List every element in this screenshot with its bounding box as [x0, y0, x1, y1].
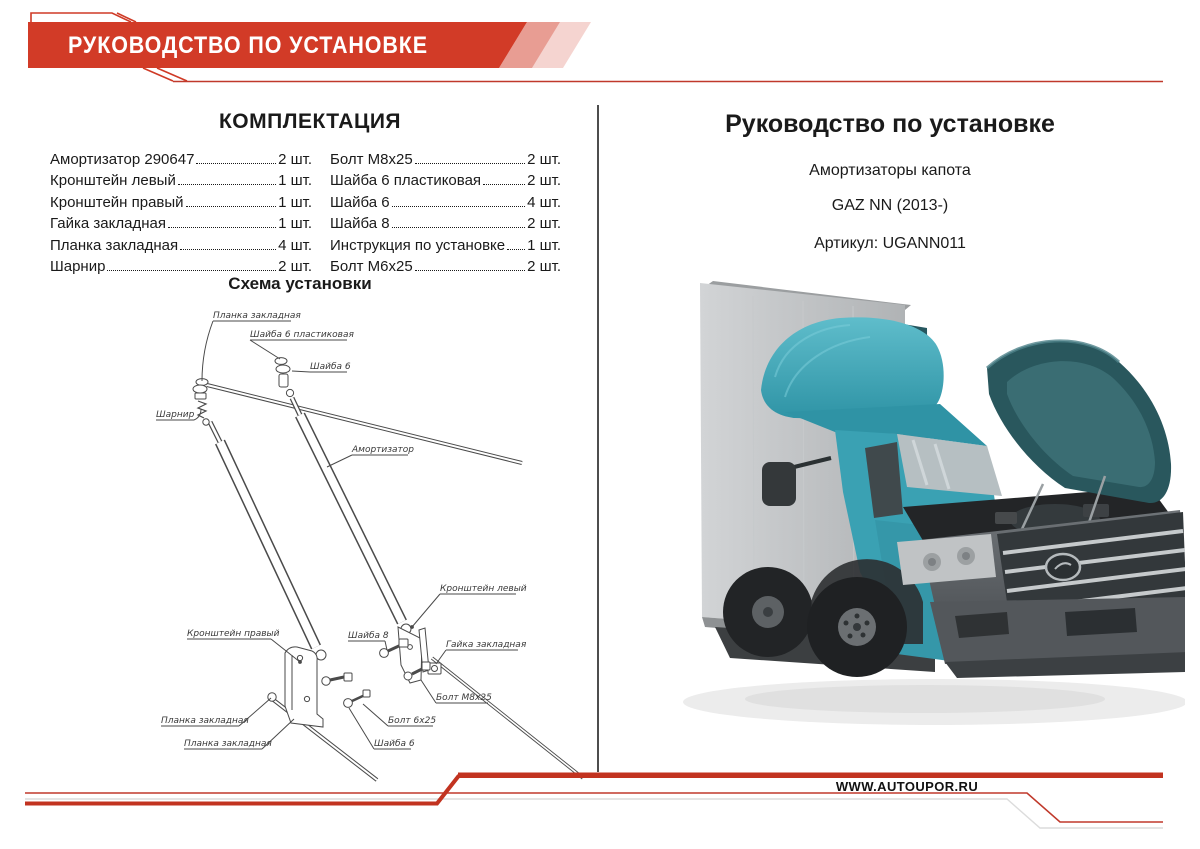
kit-item-name: Болт М8х25: [330, 151, 413, 168]
label-shayba8: Шайба 8: [348, 631, 389, 641]
gaz-badge: [1046, 554, 1080, 580]
front-wheel: [807, 577, 907, 677]
fog-recess: [955, 612, 1009, 638]
label-planka-zakladnaya-2: Планка закладная: [184, 739, 272, 749]
label-shayba6-bottom: Шайба 6: [374, 739, 415, 749]
kit-item-name: Шайба 8: [330, 215, 390, 233]
label-sharnir: Шарнир: [156, 410, 195, 420]
label-kronshtein-pravyi: Кронштейн правый: [187, 629, 280, 639]
front-bumper: [930, 597, 1185, 678]
kit-item-qty: 2 шт.: [527, 215, 561, 233]
kit-item-name: Шайба 6: [330, 193, 390, 211]
left-gas-strut: [210, 422, 326, 660]
product-title: Руководство по установке: [725, 110, 1055, 138]
label-shayba6-plastikovaya: Шайба 6 пластиковая: [250, 330, 354, 340]
kit-title: КОМПЛЕКТАЦИЯ: [218, 110, 402, 133]
label-bolt-6x25: Болт 6х25: [388, 716, 437, 726]
footer-decoration: [0, 760, 1200, 849]
dot-leader: [392, 206, 526, 207]
product-model: GAZ NN (2013-): [831, 197, 949, 214]
kit-item: [50, 194, 312, 215]
kit-list-right-column: [330, 151, 561, 279]
label-shayba6-top: Шайба 6: [310, 362, 351, 372]
kit-item: [330, 215, 561, 236]
label-amortizator: Амортизатор: [352, 445, 415, 455]
dot-leader: [168, 227, 276, 228]
header-banner: [0, 0, 1200, 95]
footer-thin-red-line: [25, 793, 1163, 822]
washer-hardware-stack: [275, 358, 294, 397]
kit-item: [50, 237, 312, 258]
kit-item-qty: 1 шт.: [278, 215, 312, 233]
kit-item-qty: 2 шт.: [527, 151, 561, 168]
kit-item-name: Амортизатор 290647: [50, 151, 195, 168]
bracket-left-part: [380, 627, 441, 683]
kit-list-left-column: [50, 151, 312, 279]
kit-item-name: Шарнир: [50, 257, 106, 275]
headlight: [897, 534, 996, 585]
hinge-hardware-stack: [193, 379, 209, 426]
kit-item-qty: 4 шт.: [278, 236, 312, 254]
kit-item: [50, 151, 312, 172]
dot-leader: [507, 249, 525, 250]
website-url: WWW.AUTOUPOR.RU: [835, 779, 979, 794]
dot-leader: [180, 249, 276, 250]
product-subtitle: Амортизаторы капота: [809, 162, 971, 179]
kit-item-qty: 1 шт.: [527, 236, 561, 254]
kit-item: [330, 151, 561, 172]
installation-scheme-drawing: [140, 295, 600, 785]
kit-item-name: Планка закладная: [50, 236, 179, 254]
dot-leader: [186, 206, 277, 207]
label-kronshtein-levyi: Кронштейн левый: [440, 584, 527, 594]
scheme-labels: [156, 311, 527, 749]
banner-top-outline: [31, 13, 131, 22]
kit-item-name: Кронштейн правый: [50, 193, 184, 211]
kit-item-qty: 2 шт.: [278, 151, 312, 168]
banner-title: РУКОВОДСТВО ПО УСТАНОВКЕ: [68, 32, 428, 59]
kit-item: [330, 172, 561, 193]
kit-item: [50, 172, 312, 193]
footer-red-bar: [458, 773, 1163, 779]
kit-item: [330, 237, 561, 258]
truck-photo: [635, 272, 1185, 777]
dot-leader: [107, 270, 276, 271]
banner-bottom-outline: [143, 68, 173, 81]
dot-leader: [392, 227, 526, 228]
label-gayka-zakladnaya: Гайка закладная: [446, 640, 527, 650]
ground-shadow: [683, 679, 1185, 725]
dot-leader: [415, 270, 525, 271]
kit-item-name: Болт М6х25: [330, 257, 413, 275]
kit-item-qty: 1 шт.: [278, 193, 312, 211]
kit-item-name: Шайба 6 пластиковая: [330, 172, 482, 190]
kit-item-name: Инструкция по установке: [330, 236, 506, 254]
kit-item-name: Кронштейн левый: [50, 172, 176, 190]
kit-item-qty: 4 шт.: [527, 193, 561, 211]
kit-item-qty: 2 шт.: [527, 172, 561, 190]
product-article: Артикул: UGANN011: [814, 235, 966, 252]
dot-leader: [178, 184, 276, 185]
label-planka-zakladnaya-1: Планка закладная: [161, 716, 249, 726]
kit-item: [330, 194, 561, 215]
rear-wheel: [723, 567, 813, 657]
kit-item-qty: 2 шт.: [278, 257, 312, 275]
right-gas-strut: [292, 398, 411, 634]
kit-item-qty: 1 шт.: [278, 172, 312, 190]
kit-item-name: Гайка закладная: [50, 215, 166, 233]
dot-leader: [415, 163, 525, 164]
label-planka-zakladnaya-top: Планка закладная: [213, 311, 301, 321]
dot-leader: [196, 163, 276, 164]
page-divider: [597, 105, 599, 772]
kit-item-qty: 2 шт.: [527, 257, 561, 275]
banner-bottom-outline-2: [157, 68, 187, 81]
label-bolt-m8x25: Болт М8х25: [436, 693, 492, 703]
bolt-6x25-part: [344, 690, 370, 707]
scheme-title: Схема установки: [228, 274, 372, 293]
dot-leader: [483, 184, 525, 185]
kit-item: [50, 215, 312, 236]
